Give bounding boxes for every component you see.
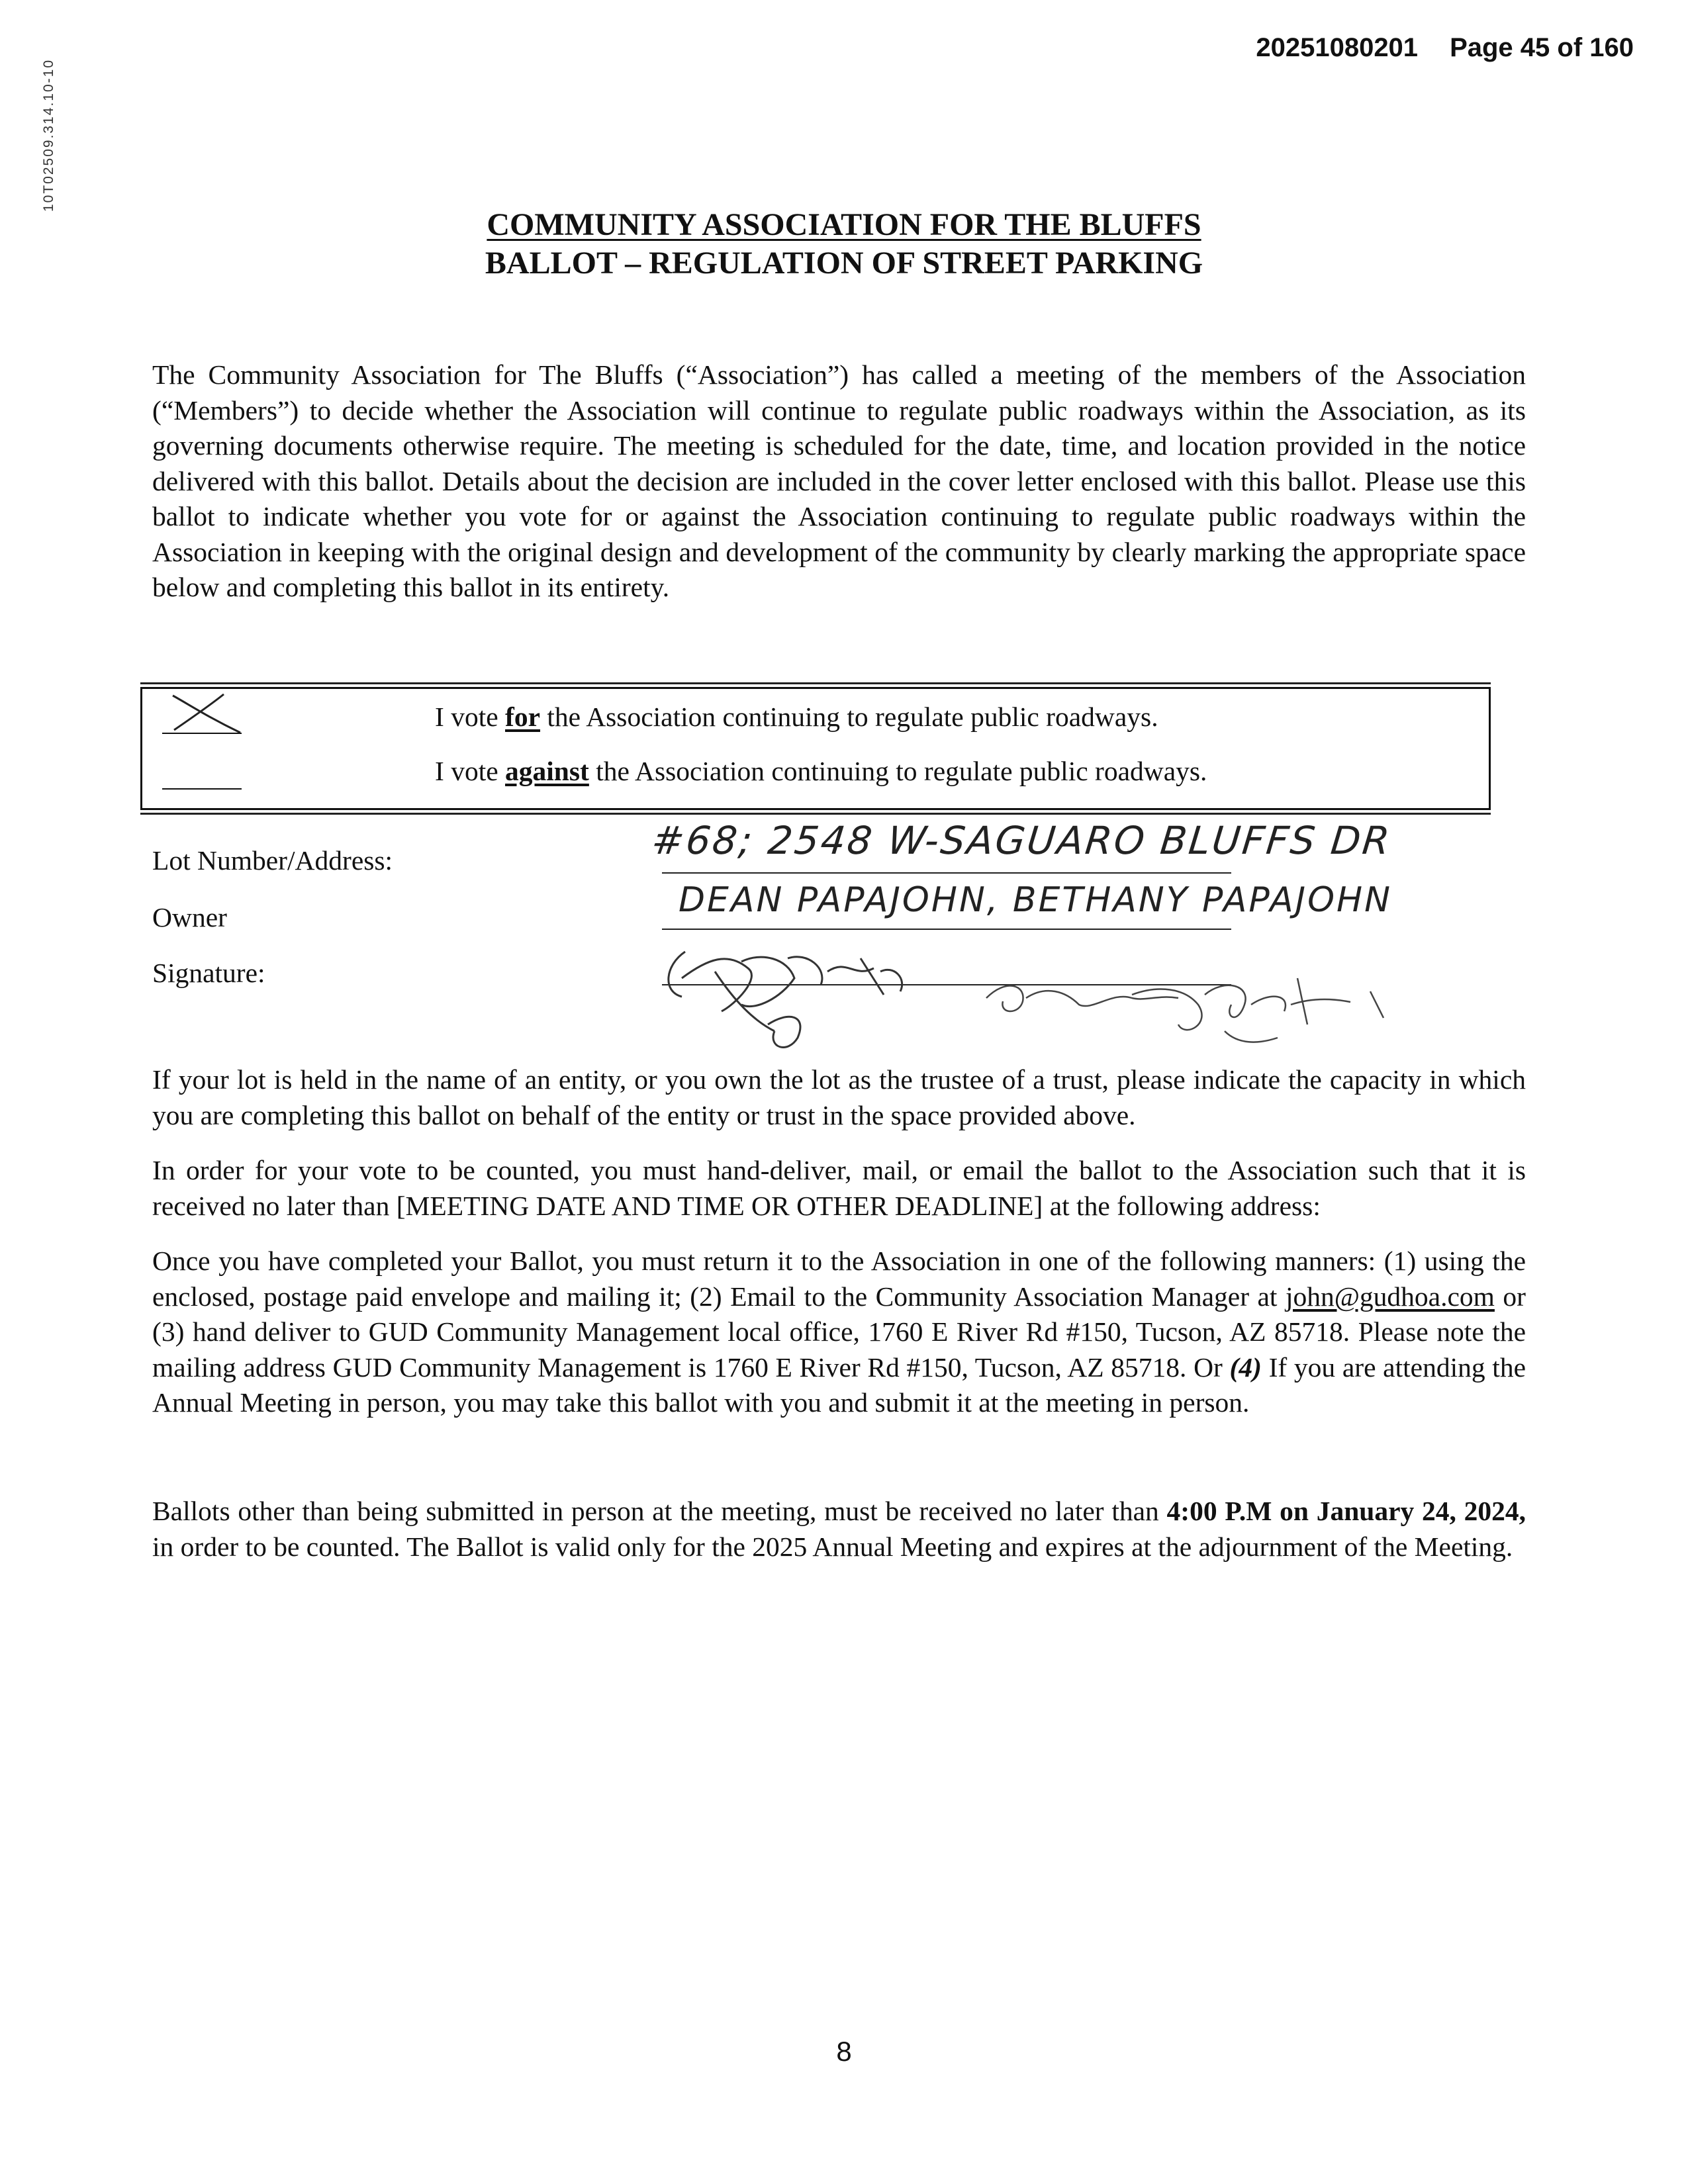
return-instructions-paragraph	[152, 1244, 1526, 1421]
deadline-date: 4:00 P.M on January 24, 2024,	[1166, 1496, 1526, 1526]
return-item-4: (4)	[1229, 1351, 1262, 1383]
signature-scribble[interactable]	[655, 932, 1450, 1064]
vote-against-prefix: I vote	[435, 756, 506, 786]
return-text-1: Once you have completed your Ballot, you must return it to the Association in one of the following manners: (1) using the enclosed, postage paid envelope and mailing it; (2) Email to the Community Association Manager at	[152, 1246, 1526, 1312]
page-number: 8	[836, 2036, 852, 2067]
deadline-paragraph	[152, 1494, 1526, 1565]
vote-against-option	[435, 755, 1207, 787]
owner-value[interactable]: DEAN PAPAJOHN, BETHANY PAPAJOHN	[679, 880, 1393, 920]
return-text-3: If you are attending the Annual Meeting in person, you may take this ballot with you and submit it at the meeting in person.	[152, 1351, 1526, 1418]
page-label: Page 45 of 160	[1450, 33, 1634, 62]
vote-for-keyword: for	[505, 702, 541, 732]
recording-header	[1256, 33, 1634, 63]
x-mark-icon	[161, 692, 247, 734]
lot-value[interactable]: #68; 2548 W-SAGUARO BLUFFS DR	[649, 818, 1394, 863]
title-line-1: COMMUNITY ASSOCIATION FOR THE BLUFFS	[487, 207, 1201, 242]
owner-underline	[662, 929, 1231, 930]
vote-against-checkbox[interactable]	[162, 788, 242, 790]
lot-label: Lot Number/Address:	[152, 845, 393, 876]
intro-paragraph: The Community Association for The Bluffs (“Association”) has called a meeting of the members of the Association (“Members”) to decide whether the Association will continue to regulate public roadways within the Association, as its governing documents otherwise require. The meeting is scheduled for the date, time, and location provided in the notice delivered with this ballot. Details about the decision are included in the cover letter enclosed with this ballot. Please use this ballot to indicate whether you vote for or against the Association continuing to regulate public roadways within the Association in keeping with the original design and development of the community by clearly marking the appropriate space below and completing this ballot in its entirety.	[152, 359, 1526, 602]
deadline-text-1: Ballots other than being submitted in person at the meeting, must be received no later than	[152, 1496, 1167, 1526]
return-text-2: or (3) hand deliver to GUD Community Management local office, 1760 E River Rd #150, Tucson, AZ 85718. Please note the mailing address GUD Community Management is 1760 E River Rd #150, Tucson, AZ 85718. Or	[152, 1281, 1526, 1383]
vote-for-option	[435, 701, 1158, 733]
signature-label: Signature:	[152, 958, 265, 988]
delivery-paragraph: In order for your vote to be counted, you must hand-deliver, mail, or email the ballot to the Association such that it is received no later than [MEETING DATE AND TIME OR OTHER DEADLINE] at the following address:	[152, 1155, 1526, 1221]
vote-for-prefix: I vote	[435, 702, 506, 732]
document-subtitle: BALLOT – REGULATION OF STREET PARKING	[485, 246, 1203, 281]
deadline-text-2: in order to be counted. The Ballot is valid only for the 2025 Annual Meeting and expires at the adjournment of the Meeting.	[152, 1531, 1513, 1562]
vote-for-checkbox[interactable]	[162, 733, 242, 734]
document-title	[0, 206, 1688, 243]
record-number: 20251080201	[1256, 33, 1419, 62]
vote-box	[140, 687, 1491, 810]
manager-email-link[interactable]: john@gudhoa.com	[1285, 1281, 1495, 1312]
vote-for-suffix: the Association continuing to regulate public roadways.	[540, 702, 1158, 732]
vote-against-keyword: against	[505, 756, 589, 786]
vote-against-suffix: the Association continuing to regulate public roadways.	[588, 756, 1207, 786]
entity-paragraph: If your lot is held in the name of an entity, or you own the lot as the trustee of a trust, please indicate the capacity in which you are completing this ballot on behalf of the entity or trust in the space provided above.	[152, 1064, 1526, 1130]
side-stamp: 10T02509.314.10-10	[41, 59, 56, 212]
lot-underline	[662, 872, 1231, 874]
owner-label: Owner	[152, 902, 227, 933]
